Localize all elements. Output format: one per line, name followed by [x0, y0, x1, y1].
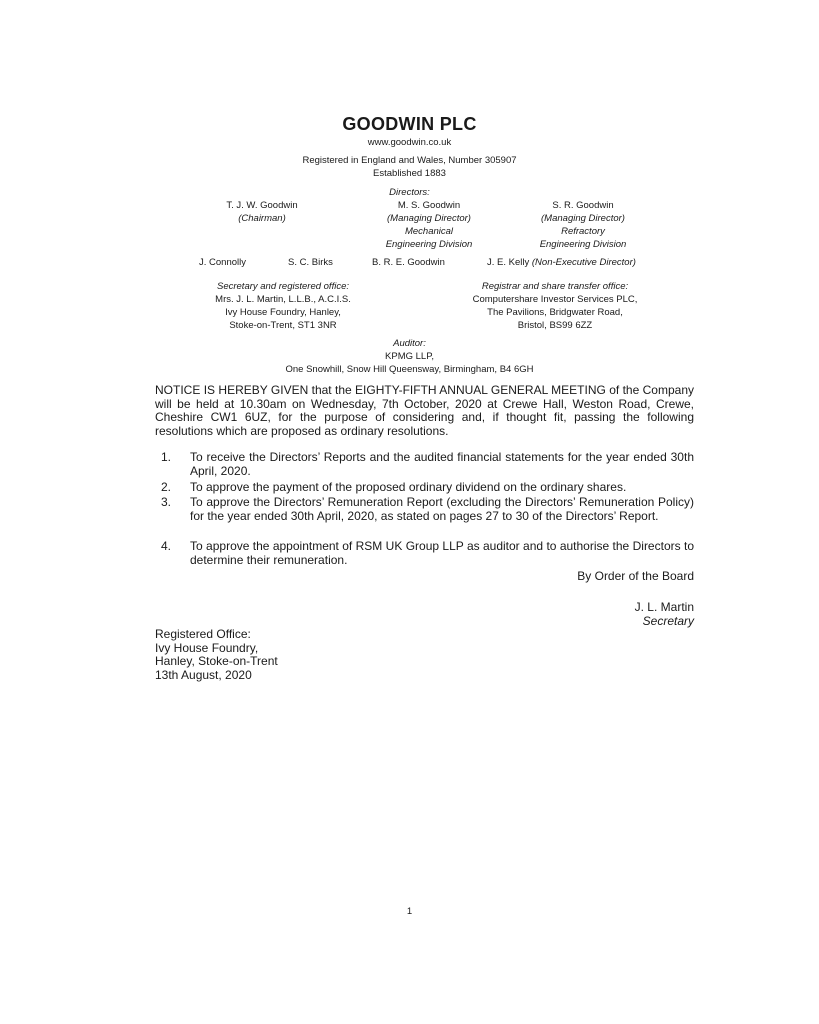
resolution-text: To approve the Directors’ Remuneration Report (excluding the Directors’ Remuneration Policy) for the year ended 30th April, 2020, as stated on pages 27 to 30 of the Directors’ Report.: [190, 495, 694, 523]
resolution-item: [155, 451, 694, 478]
director-division: Engineering Division: [385, 239, 473, 250]
registrar-line: The Pavilions, Bridgwater Road,: [487, 307, 623, 318]
signatory-name: J. L. Martin: [634, 600, 694, 614]
page-number: 1: [406, 906, 413, 917]
resolution-item: [155, 496, 694, 523]
registrar-line: Bristol, BS99 6ZZ: [517, 320, 593, 331]
director-kelly: [487, 257, 636, 268]
resolution-number: 1.: [161, 450, 172, 464]
director-division: Refractory: [561, 226, 605, 237]
resolution-text: To approve the payment of the proposed ordinary dividend on the ordinary shares.: [190, 480, 627, 494]
established-line: Established 1883: [373, 168, 446, 179]
resolution-item: [155, 481, 694, 495]
director-division: Engineering Division: [539, 239, 627, 250]
director-name: M. S. Goodwin: [397, 200, 461, 211]
resolution-number: 4.: [161, 539, 172, 553]
auditor-address: One Snowhill, Snow Hill Queensway, Birmingham, B4 6GH: [285, 364, 534, 375]
resolution-number: 3.: [161, 495, 172, 509]
registration-line: Registered in England and Wales, Number 305907: [302, 155, 517, 166]
director-role: (Chairman): [238, 213, 286, 224]
director-role: (Managing Director): [541, 213, 625, 224]
registrar-heading: Registrar and share transfer office:: [481, 281, 629, 292]
registered-office-line: Registered Office:: [155, 627, 251, 641]
director-role: (Managing Director): [387, 213, 471, 224]
director-division: Mechanical: [404, 226, 454, 237]
director-name: J. E. Kelly: [487, 257, 530, 268]
secretary-line: Mrs. J. L. Martin, L.L.B., A.C.I.S.: [215, 294, 351, 305]
auditor-block: [0, 337, 819, 376]
secretary-heading: Secretary and registered office:: [216, 281, 349, 292]
by-order-line: By Order of the Board: [577, 569, 694, 583]
registered-office-line: Ivy House Foundry,: [155, 640, 259, 655]
website-link[interactable]: www.goodwin.co.uk: [367, 137, 452, 148]
director-name: S. R. Goodwin: [552, 200, 614, 211]
secretary-office-block: [178, 280, 388, 332]
director-col-2: [349, 199, 509, 251]
director-col-3: [503, 199, 663, 251]
secretary-line: Stoke-on-Trent, ST1 3NR: [229, 320, 337, 331]
auditor-name: KPMG LLP,: [385, 351, 434, 362]
registered-office-date: 13th August, 2020: [155, 667, 252, 682]
signatory-title: Secretary: [642, 614, 694, 628]
resolution-number: 2.: [161, 480, 172, 494]
registered-office-block: [155, 628, 278, 682]
auditor-heading: Auditor:: [393, 338, 426, 349]
registrar-office-block: [450, 280, 660, 332]
resolution-text: To receive the Directors’ Reports and the audited financial statements for the year ended 30th April, 2020.: [190, 450, 694, 478]
directors-heading: Directors:: [389, 187, 430, 198]
director-role: (Non-Executive Director): [531, 257, 636, 268]
resolution-text: To approve the appointment of RSM UK Group LLP as auditor and to authorise the Directors to determine their remuneration.: [190, 539, 694, 567]
director-connolly: J. Connolly: [199, 257, 246, 268]
company-name: GOODWIN PLC: [342, 114, 477, 134]
director-col-1: [182, 199, 342, 225]
secretary-line: Ivy House Foundry, Hanley,: [225, 307, 341, 318]
notice-paragraph: NOTICE IS HEREBY GIVEN that the EIGHTY-FIFTH ANNUAL GENERAL MEETING of the Company will be held at 10.30am on Wednesday, 7th October, 2020 at Crewe Hall, Weston Road, Crewe, Cheshire CW1 6UZ, for the purpose of considering and, if thought fit, passing the following resolutions which are proposed as ordinary resolutions.: [155, 383, 694, 438]
resolution-item: [155, 540, 694, 567]
registrar-line: Computershare Investor Services PLC,: [472, 294, 638, 305]
director-name: T. J. W. Goodwin: [226, 200, 298, 211]
registered-office-line: Hanley, Stoke-on-Trent: [155, 654, 278, 668]
director-bre-goodwin: B. R. E. Goodwin: [372, 257, 445, 268]
director-birks: S. C. Birks: [288, 257, 333, 268]
